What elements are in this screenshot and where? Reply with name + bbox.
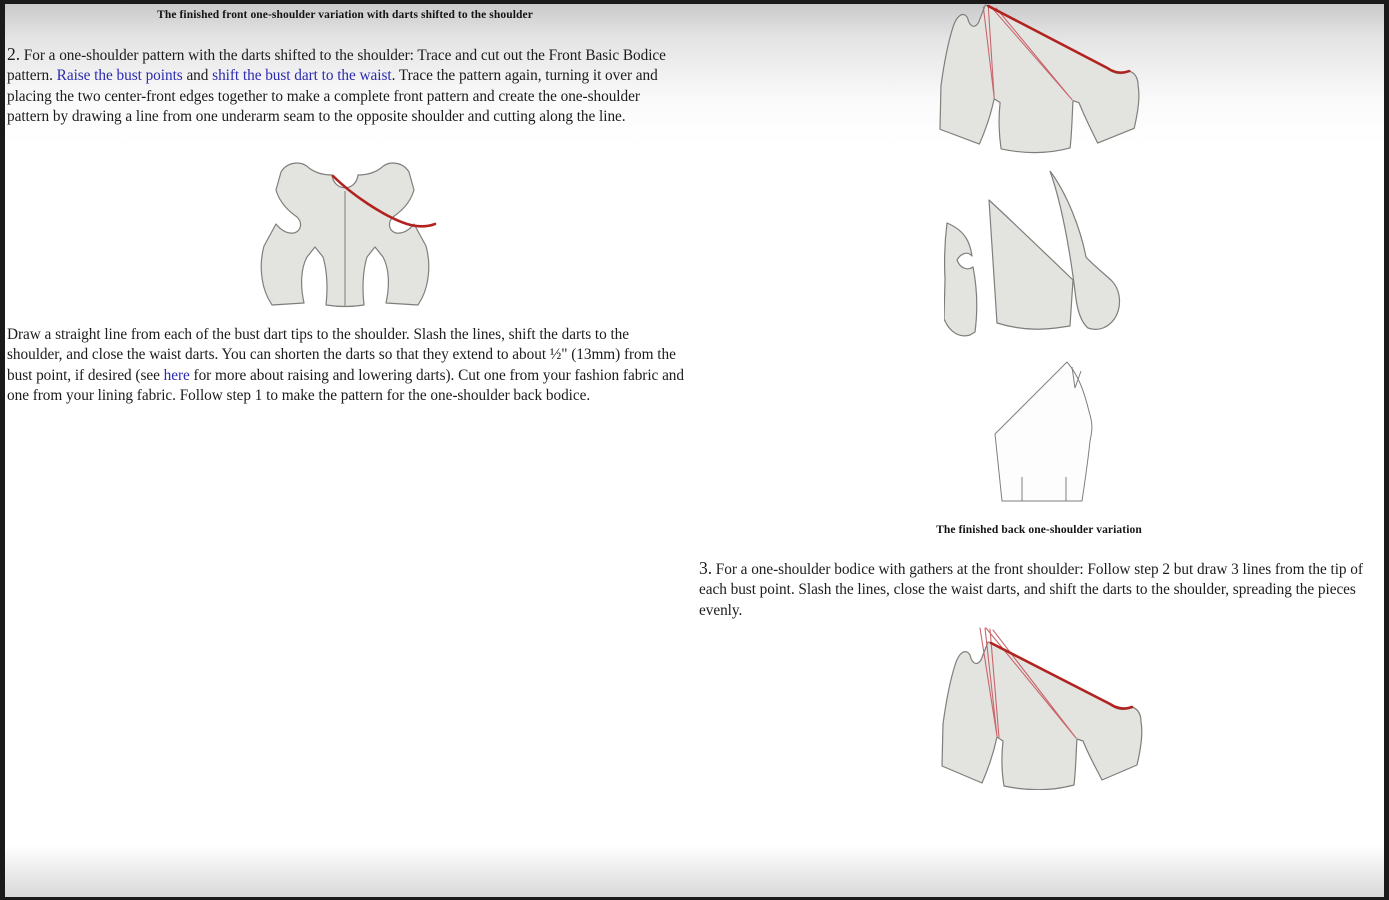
shift-bust-dart-link[interactable]: shift the bust dart to the waist [212, 67, 392, 85]
slashed-pieces-diagram [944, 171, 1136, 343]
text-run: For a one-shoulder bodice with gathers at the front shoulder: Follow step 2 but draw 3 lines from the tip of each bust point. Slash the lines, close the waist darts, and shift the darts to the shoulder, spreading the pieces evenly. [699, 561, 1363, 619]
figure-slashed-pieces [944, 171, 1136, 348]
text-run: and [182, 67, 213, 85]
draw-lines-paragraph [7, 325, 685, 407]
letterbox-top [0, 0, 1389, 4]
caption-front-variation: The finished front one-shoulder variation with darts shifted to the shoulder [157, 9, 533, 21]
raise-bust-points-link[interactable]: Raise the bust points [56, 67, 183, 85]
figure-front-bodice-cut-line [245, 160, 445, 315]
gathers-diagram [936, 626, 1144, 790]
caption-back-variation: The finished back one-shoulder variation [936, 524, 1142, 536]
piece-center [989, 200, 1073, 329]
letterbox-right [1384, 0, 1389, 900]
figure-gathers-variation [936, 626, 1144, 795]
text-run: for more about raising and lowering darts). Cut one from your fashion fabric and one from your lining fabric. Follow step 1 to make the pattern for the one-shoulder back bodice. [7, 366, 685, 405]
step-number: 2. [7, 44, 21, 64]
pattern-outline [942, 642, 1142, 790]
figure-darts-shifted [938, 2, 1145, 159]
step-3-paragraph [699, 558, 1375, 621]
pattern-outline [940, 5, 1139, 152]
figure-back-pattern [990, 361, 1097, 509]
darts-shifted-diagram [938, 2, 1145, 154]
step-2-paragraph [7, 44, 685, 128]
text-run: For a one-shoulder pattern with the darts shifted to the shoulder: Trace and cut out the Front Basic Bodice pattern. [7, 47, 666, 85]
here-link[interactable]: here [163, 366, 190, 384]
piece-left [944, 223, 977, 336]
back-outline [995, 362, 1092, 501]
step-number: 3. [699, 558, 713, 578]
back-pattern-diagram [990, 361, 1097, 504]
text-run: Draw a straight line from each of the bust dart tips to the shoulder. Slash the lines, shift the darts to the shoulder, and close the waist darts. You can shorten the darts so that they extend to about ½" (13mm) from the bust point, if desired (see [7, 326, 676, 384]
front-bodice-diagram [245, 160, 445, 310]
text-run: . Trace the pattern again, turning it over and placing the two center-front edges together to make a complete front pattern and create the one-shoulder pattern by drawing a line from one underarm seam to the opposite shoulder and cutting along the line. [7, 67, 658, 126]
letterbox-left [0, 0, 5, 900]
